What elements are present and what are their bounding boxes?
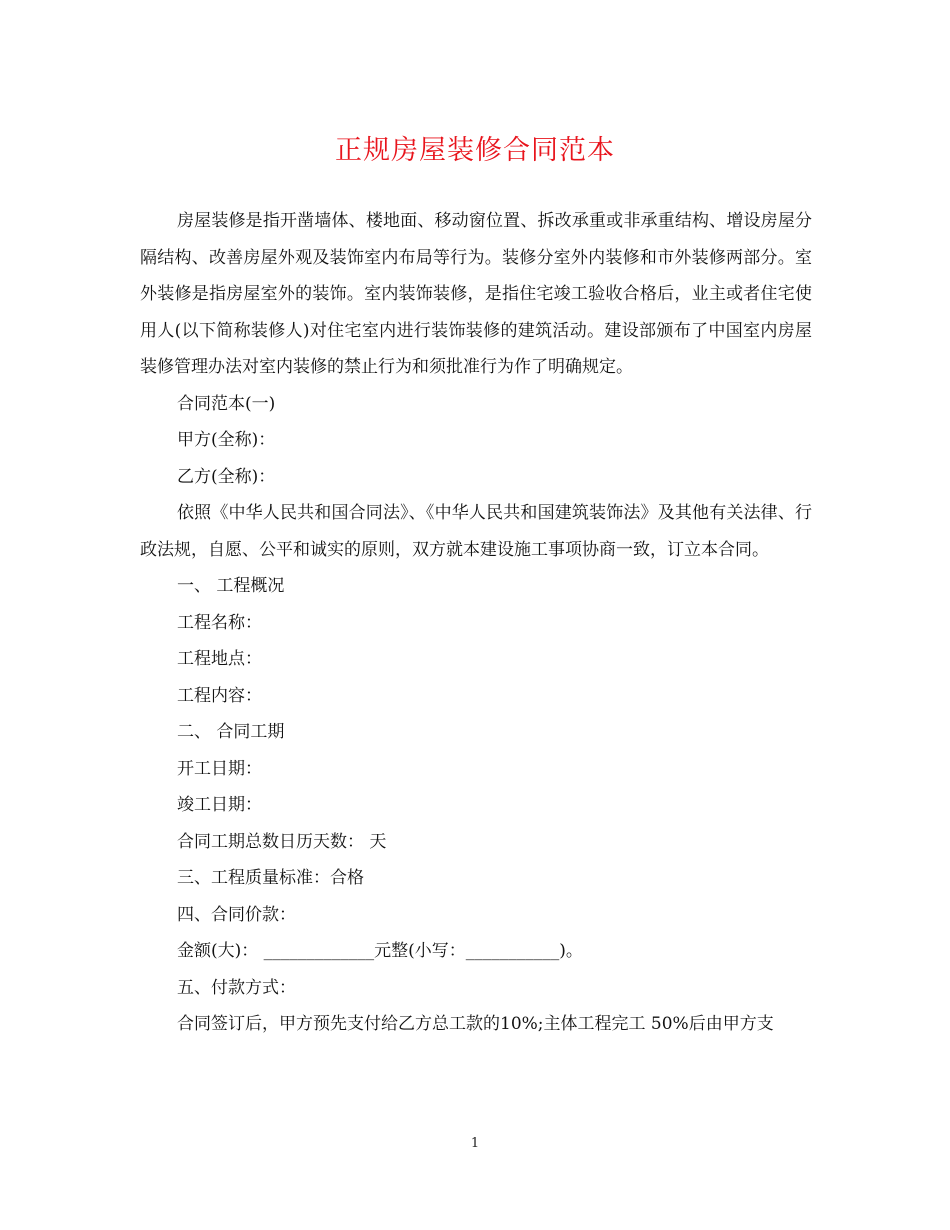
- project-content-line: 工程内容：: [177, 685, 262, 706]
- section-heading-payment-method: 五、付款方式：: [177, 977, 296, 998]
- party-a-line: 甲方(全称)：: [177, 430, 276, 450]
- project-name-line: 工程名称：: [177, 612, 262, 633]
- document-body: [140, 203, 812, 1043]
- project-location-line: 工程地点：: [177, 649, 262, 669]
- section-heading-contract-price: 四、合同价款：: [177, 904, 296, 925]
- section-heading-project-overview: 一、 工程概况: [177, 576, 285, 596]
- intro-paragraph: 房屋装修是指开凿墙体、楼地面、移动窗位置、拆改承重或非承重结构、增设房屋分隔结构、改善房屋外观及装饰室内布局等行为。装修分室外内装修和市外装修两部分。室外装修是指房屋室外的装饰。室内装饰装修，是指住宅竣工验收合格后，业主或者住宅使用人(以下简称装修人)对住宅室内进行装饰装修的建筑活动。建设部颁布了中国室内房屋装修管理办法对室内装修的禁止行为和须批准行为作了明确规定。: [140, 211, 812, 377]
- start-date-line: 开工日期：: [177, 758, 262, 779]
- legal-basis-paragraph: 依照《中华人民共和国合同法》、《中华人民共和国建筑装饰法》及其他有关法律、行政法规，自愿、公平和诚实的原则，双方就本建设施工事项协商一致，订立本合同。: [140, 503, 812, 560]
- amount-line: 金额(大)： _____________元整(小写：___________)。: [177, 941, 583, 961]
- document-title: 正规房屋装修合同范本: [335, 135, 615, 166]
- payment-terms-line: 合同签订后，甲方预先支付给乙方总工款的10%;主体工程完工 50%后由甲方支: [177, 1014, 774, 1034]
- party-b-line: 乙方(全称)：: [177, 466, 276, 487]
- section-heading-contract-period: 二、 合同工期: [177, 722, 285, 742]
- total-days-line: 合同工期总数日历天数： 天: [177, 831, 387, 852]
- completion-date-line: 竣工日期：: [177, 795, 262, 815]
- quality-standard-line: 三、工程质量标准：合格: [177, 868, 364, 888]
- contract-sample-heading: 合同范本(一): [177, 393, 276, 414]
- page-number: 1: [470, 1136, 480, 1151]
